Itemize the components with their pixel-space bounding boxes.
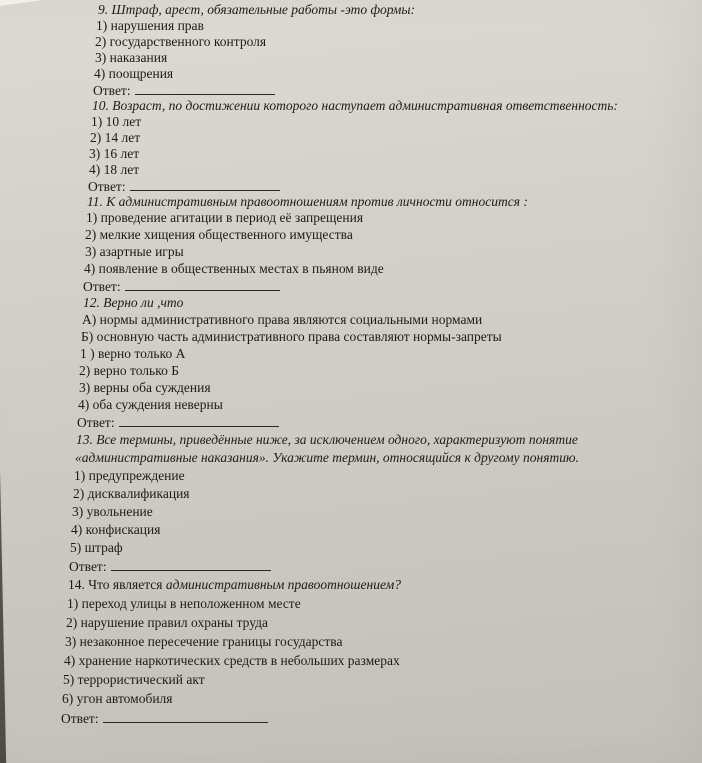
option: 1) переход улицы в неположенном месте	[67, 596, 301, 611]
option: 2) дисквалификация	[73, 486, 190, 501]
answer-label: Ответ:	[69, 559, 107, 574]
answer-line	[61, 710, 268, 727]
answer-blank[interactable]	[135, 82, 275, 95]
option: 2) государственного контроля	[95, 34, 267, 49]
option: 4) хранение наркотических средств в небольших размерах	[64, 653, 400, 668]
answer-blank[interactable]	[130, 178, 280, 191]
option: 5) штраф	[70, 540, 123, 555]
option: 2) верно только Б	[79, 363, 179, 378]
answer-label: Ответ:	[77, 415, 115, 430]
question-10-title: 10. Возраст, по достижении которого наступает административная ответственность:	[92, 98, 618, 113]
option: 1) проведение агитации в период её запрещения	[86, 210, 364, 225]
answer-label: Ответ:	[93, 83, 131, 98]
option: 1 ) верно только А	[80, 346, 186, 361]
question-13-title-cont: «административные наказания». Укажите термин, относящийся к другому понятию.	[75, 450, 579, 465]
answer-blank[interactable]	[103, 710, 268, 723]
answer-label: Ответ:	[88, 179, 126, 194]
question-14-title	[68, 577, 401, 593]
option: 3) наказания	[95, 50, 168, 65]
option: 3) незаконное пересечение границы государства	[65, 634, 343, 649]
option: 1) нарушения прав	[96, 18, 204, 33]
answer-label: Ответ:	[61, 711, 99, 726]
statement: А) нормы административного права являются социальными нормами	[82, 312, 483, 327]
question-13-title: 13. Все термины, приведённые ниже, за исключением одного, характеризуют понятие	[76, 432, 578, 447]
option: 1) предупреждение	[74, 468, 185, 483]
question-11-title: 11. К административным правоотношениям против личности относится :	[87, 194, 528, 209]
answer-label: Ответ:	[83, 279, 121, 294]
answer-line	[88, 178, 280, 195]
option: 3) 16 лет	[89, 146, 140, 161]
option: 2) мелкие хищения общественного имущества	[85, 227, 353, 242]
answer-line	[83, 278, 280, 295]
option: 2) 14 лет	[90, 130, 141, 145]
statement: Б) основную часть административного права составляют нормы-запреты	[81, 329, 502, 344]
option: 4) 18 лет	[89, 162, 140, 177]
question-14-italic: административным правоотношением?	[165, 577, 401, 592]
option: 2) нарушение правил охраны труда	[66, 615, 269, 630]
option: 3) увольнение	[72, 504, 153, 519]
answer-line	[93, 82, 275, 99]
answer-blank[interactable]	[111, 558, 271, 571]
question-9-title: 9. Штраф, арест, обязательные работы -это формы:	[98, 2, 416, 17]
option: 4) появление в общественных местах в пьяном виде	[84, 261, 384, 276]
option: 4) конфискация	[71, 522, 161, 537]
option: 5) террористический акт	[63, 672, 205, 687]
question-12-title: 12. Верно ли ,что	[83, 295, 184, 310]
option: 1) 10 лет	[91, 114, 142, 129]
option: 6) угон автомобиля	[62, 691, 173, 706]
answer-line	[69, 558, 271, 575]
answer-blank[interactable]	[119, 414, 279, 427]
question-14-prefix: 14. Что является	[68, 577, 166, 592]
option: 3) азартные игры	[85, 244, 184, 259]
answer-line	[77, 414, 279, 431]
option: 4) поощрения	[94, 66, 174, 81]
option: 4) оба суждения неверны	[78, 397, 223, 412]
answer-blank[interactable]	[125, 278, 280, 291]
option: 3) верны оба суждения	[79, 380, 211, 395]
